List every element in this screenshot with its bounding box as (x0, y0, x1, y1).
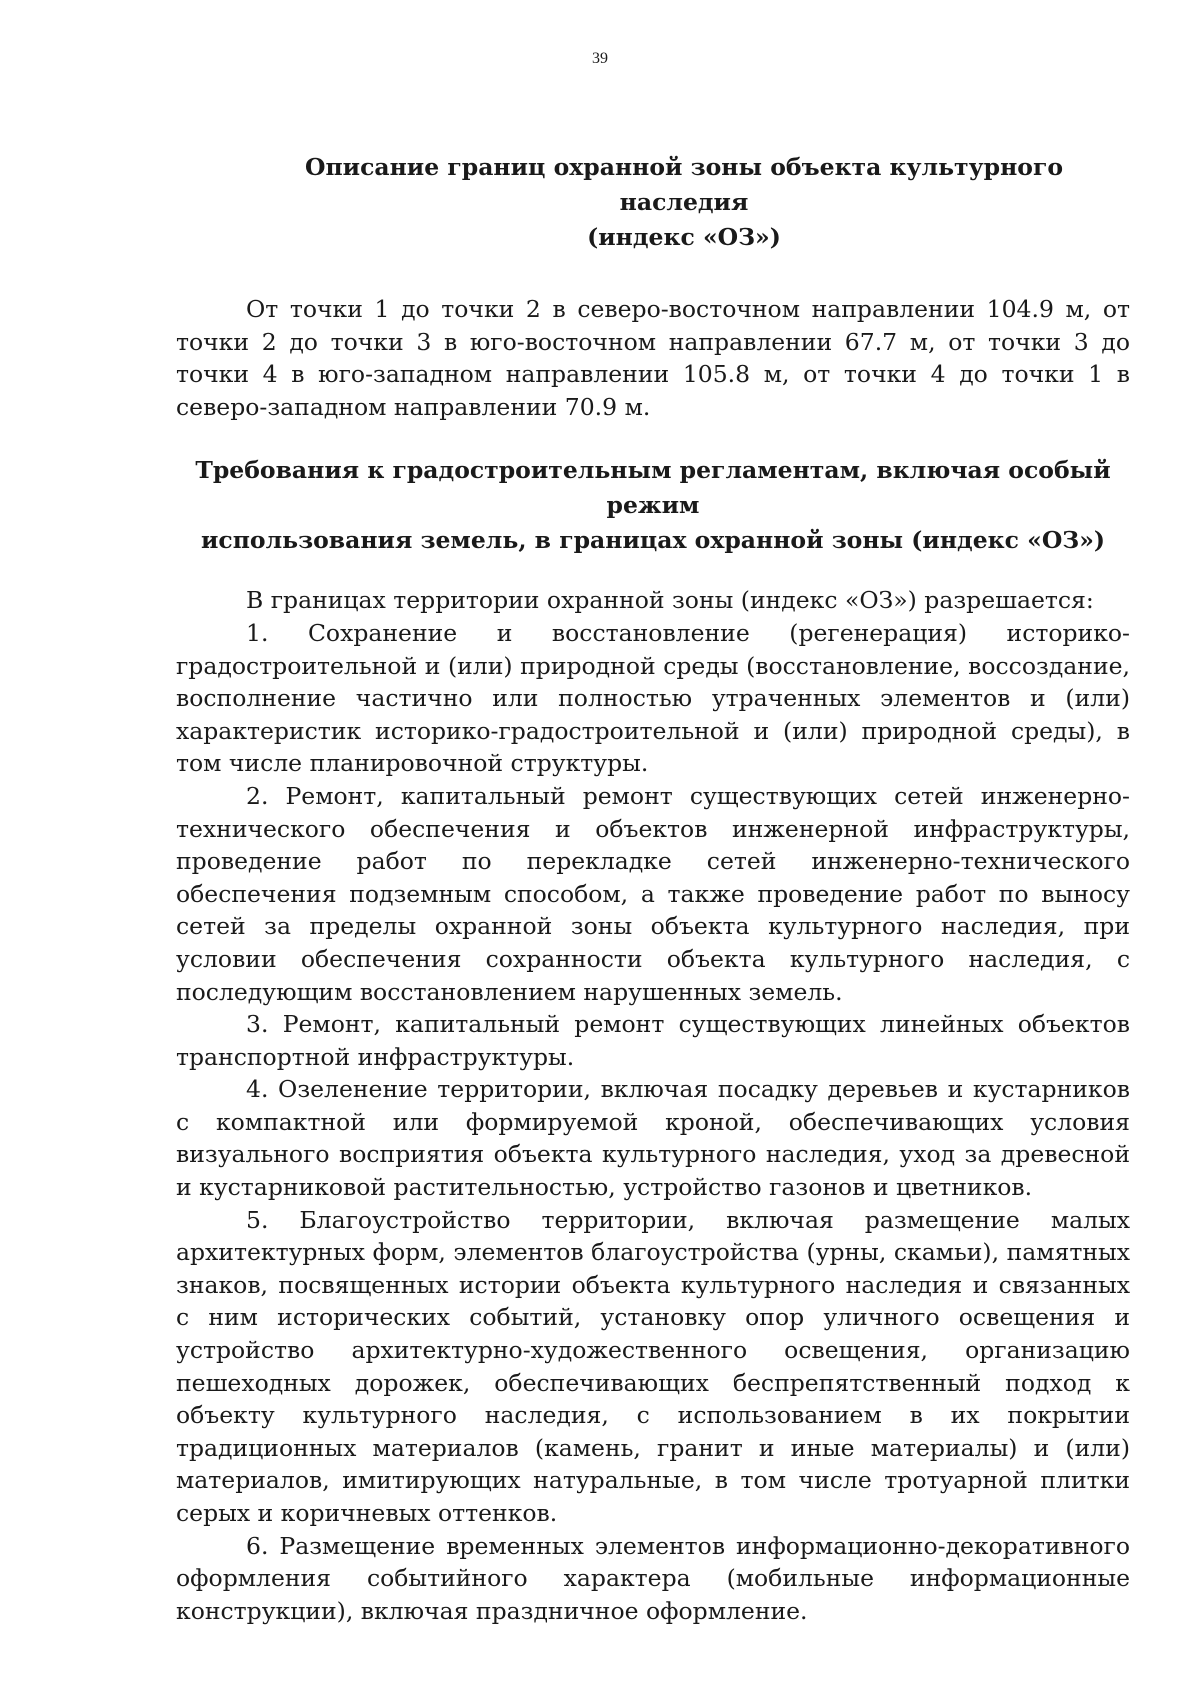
requirement-item-5: 5. Благоустройство территории, включая размещение малых архитектурных форм, элементов благоустройства (урны, скамьи), памятных знаков, посвященных истории объекта культурного наследия и связанных с ним исторических событий, установку опор уличного освещения и устройство архитектурно-художественного освещения, организацию пешеходных дорожек, обеспечивающих беспрепятственный подход к объекту культурного наследия, с использованием в их покрытии традиционных материалов (камень, гранит и иные материалы) и (или) материалов, имитирующих натуральные, в том числе тротуарной плитки серых и коричневых оттенков. (176, 1205, 1130, 1527)
section-requirements-title (176, 453, 1130, 558)
boundaries-description: От точки 1 до точки 2 в северо-восточном направлении 104.9 м, от точки 2 до точки 3 в юго-восточном направлении 67.7 м, от точки 3 до точки 4 в юго-западном направлении 105.8 м, от точки 4 до точки 1 в северо-западном направлении 70.9 м. (176, 295, 1130, 421)
section-boundaries-title-line1: Описание границ охранной зоны объекта культурного наследия (304, 153, 1064, 216)
section-boundaries-title-line2: (индекс «ОЗ») (587, 223, 781, 251)
section-requirements (176, 453, 1130, 1627)
requirement-item-6: 6. Размещение временных элементов информационно-декоративного оформления событийного характера (мобильные информационные конструкции), включая праздничное оформление. (176, 1531, 1130, 1625)
requirement-item-2: 2. Ремонт, капитальный ремонт существующих сетей инженерно-технического обеспечения и объектов инженерной инфраструктуры, проведение работ по перекладке сетей инженерно-технического обеспечения подземным способом, а также проведение работ по выносу сетей за пределы охранной зоны объекта культурного наследия, при условии обеспечения сохранности объекта культурного наследия, с последующим восстановлением нарушенных земель. (176, 781, 1130, 1006)
section-requirements-title-line2: использования земель, в границах охранной зоны (индекс «ОЗ») (200, 526, 1106, 555)
section-boundaries (176, 150, 1130, 423)
document-body (176, 150, 1130, 1627)
requirements-intro: В границах территории охранной зоны (индекс «ОЗ») разрешается: (246, 586, 1094, 615)
requirement-item-3: 3. Ремонт, капитальный ремонт существующих линейных объектов транспортной инфраструктуры. (176, 1010, 1130, 1071)
page-number: 39 (592, 50, 608, 67)
section-requirements-title-line1: Требования к градостроительным регламентам, включая особый режим (195, 456, 1111, 520)
requirement-item-1: 1. Сохранение и восстановление (регенерация) историко-градостроительной и (или) природной среды (восстановление, воссоздание, восполнение частично или полностью утраченных элементов и (или) характеристик историко-градостроительной и (или) природной среды), в том числе планировочной структуры. (176, 618, 1130, 778)
section-boundaries-title (176, 150, 1130, 255)
requirement-item-4: 4. Озеленение территории, включая посадку деревьев и кустарников с компактной или формируемой кроной, обеспечивающих условия визуального восприятия объекта культурного наследия, уход за древесной и кустарниковой растительностью, устройство газонов и цветников. (176, 1075, 1130, 1202)
